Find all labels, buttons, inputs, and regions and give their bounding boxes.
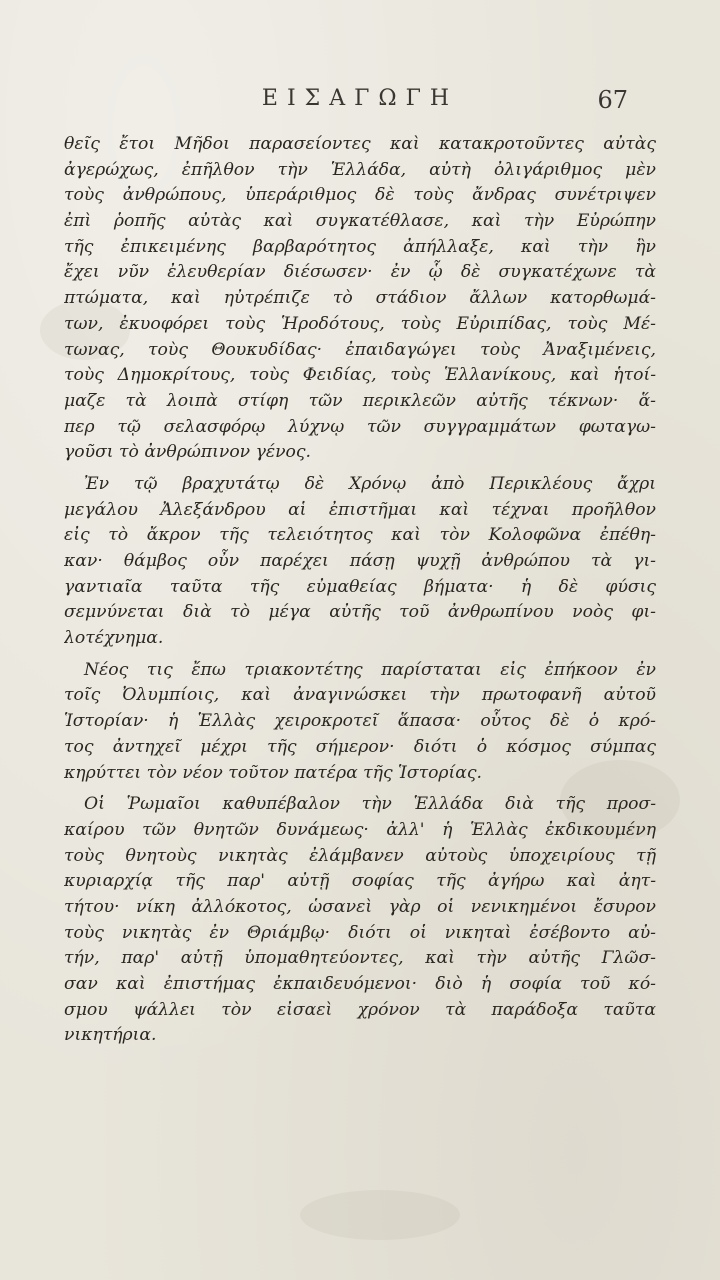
text-line: τοὺς Δημοκρίτους, τοὺς Φειδίας, τοὺς Ἑλλανίκους, καὶ ἡτοί-: [64, 365, 656, 386]
text-line: κηρύττει τὸν νέον τοῦτον πατέρα τῆς Ἱστορίας.: [64, 762, 482, 783]
paragraph: [64, 132, 656, 466]
text-line: τήν, παρ' αὐτῇ ὑπομαθητεύοντες, καὶ τὴν αὐτῆς Γλῶσ-: [64, 948, 656, 969]
text-line: τήτου· νίκη ἀλλόκοτος, ὡσανεὶ γὰρ οἱ νενικημένοι ἔσυρον: [64, 896, 656, 917]
text-line: μεγάλου Ἀλεξάνδρου αἱ ἐπιστῆμαι καὶ τέχναι προῆλθον: [64, 499, 656, 520]
text-line: Νέος τις ἔπω τριακοντέτης παρίσταται εἰς ἐπήκοον ἐν: [84, 659, 656, 680]
text-line: κυριαρχίᾳ τῆς παρ' αὐτῇ σοφίας τῆς ἀγήρω καὶ ἀητ-: [64, 871, 656, 892]
text-line: θεῖς ἔτοι Μῆδοι παρασείοντες καὶ κατακροτοῦντες αὐτὰς: [64, 134, 656, 154]
text-line: ἐπὶ ῥοπῆς αὐτὰς καὶ συγκατέθλασε, καὶ τὴν Εὐρώπην: [64, 211, 656, 232]
text-line: Ἐν τῷ βραχυτάτῳ δὲ Χρόνῳ ἀπὸ Περικλέους ἄχρι: [84, 473, 656, 494]
text-line: τοῖς Ὀλυμπίοις, καὶ ἀναγινώσκει τὴν πρωτοφανῆ αὐτοῦ: [64, 685, 656, 706]
paragraph: [64, 792, 656, 1049]
text-line: λοτέχνημα.: [64, 628, 164, 649]
text-line: τωνας, τοὺς Θουκυδίδας· ἐπαιδαγώγει τοὺς Ἀναξιμένεις,: [64, 339, 656, 360]
text-line: πτώματα, καὶ ηὐτρέπιζε τὸ στάδιον ἄλλων κατορθωμά-: [64, 288, 656, 309]
text-line: γαντιαῖα ταῦτα τῆς εὐμαθείας βήματα· ἡ δὲ φύσις: [64, 576, 656, 597]
text-line: νικητήρια.: [64, 1025, 157, 1046]
body-text: [64, 132, 656, 1055]
text-line: Οἱ Ῥωμαῖοι καθυπέβαλον τὴν Ἑλλάδα διὰ τῆς προσ-: [84, 794, 656, 815]
text-line: ἔχει νῦν ἐλευθερίαν διέσωσεν· ἐν ᾧ δὲ συγκατέχωνε τὰ: [64, 262, 656, 283]
paper-stain: [300, 1190, 460, 1240]
text-line: καίρου τῶν θνητῶν δυνάμεως· ἀλλ' ἡ Ἑλλὰς ἐκδικουμένη: [64, 819, 656, 840]
paragraph: [64, 472, 656, 652]
text-line: μαζε τὰ λοιπὰ στίφη τῶν περικλεῶν αὐτῆς τέκνων· ἅ-: [64, 390, 656, 411]
text-line: περ τῷ σελασφόρῳ λύχνῳ τῶν συγγραμμάτων φωταγω-: [64, 416, 656, 437]
text-line: γοῦσι τὸ ἀνθρώπινον γένος.: [64, 442, 311, 463]
running-head-title: ΕΙΣΑΓΩΓΗ: [261, 86, 459, 111]
text-line: τος ἀντηχεῖ μέχρι τῆς σήμερον· διότι ὁ κόσμος σύμπας: [64, 736, 656, 757]
text-line: ἀγερώχως, ἐπῆλθον τὴν Ἑλλάδα, αὐτὴ ὀλιγάριθμος μὲν: [64, 159, 656, 180]
text-line: των, ἐκυοφόρει τοὺς Ἡροδότους, τοὺς Εὐριπίδας, τοὺς Μέ-: [64, 313, 656, 334]
text-line: τοὺς θνητοὺς νικητὰς ἐλάμβανεν αὐτοὺς ὑποχειρίους τῇ: [64, 845, 656, 866]
paragraph: [64, 658, 656, 786]
text-line: Ἱστορίαν· ἡ Ἑλλὰς χειροκροτεῖ ἅπασα· οὗτος δὲ ὁ κρό-: [64, 711, 656, 732]
text-line: εἰς τὸ ἄκρον τῆς τελειότητος καὶ τὸν Κολοφῶνα ἐπέθη-: [64, 525, 656, 546]
text-line: τῆς ἐπικειμένης βαρβαρότητος ἀπήλλαξε, καὶ τὴν ἣν: [64, 236, 656, 257]
page-number: 67: [597, 86, 628, 114]
text-line: σμου ψάλλει τὸν εἰσαεὶ χρόνον τὰ παράδοξα ταῦτα: [64, 999, 656, 1020]
text-line: καν· θάμβος οὖν παρέχει πάσῃ ψυχῇ ἀνθρώπου τὰ γι-: [64, 551, 656, 571]
text-line: σαν καὶ ἐπιστήμας ἐκπαιδευόμενοι· διὸ ἡ σοφία τοῦ κό-: [64, 974, 656, 994]
text-line: τοὺς νικητὰς ἐν Θριάμβῳ· διότι οἱ νικηταὶ ἐσέβοντο αὐ-: [64, 922, 656, 943]
text-line: σεμνύνεται διὰ τὸ μέγα αὐτῆς τοῦ ἀνθρωπίνου νοὸς φι-: [64, 602, 656, 623]
running-head: [0, 86, 720, 116]
text-line: τοὺς ἀνθρώπους, ὑπεράριθμος δὲ τοὺς ἄνδρας συνέτριψεν: [64, 185, 656, 206]
